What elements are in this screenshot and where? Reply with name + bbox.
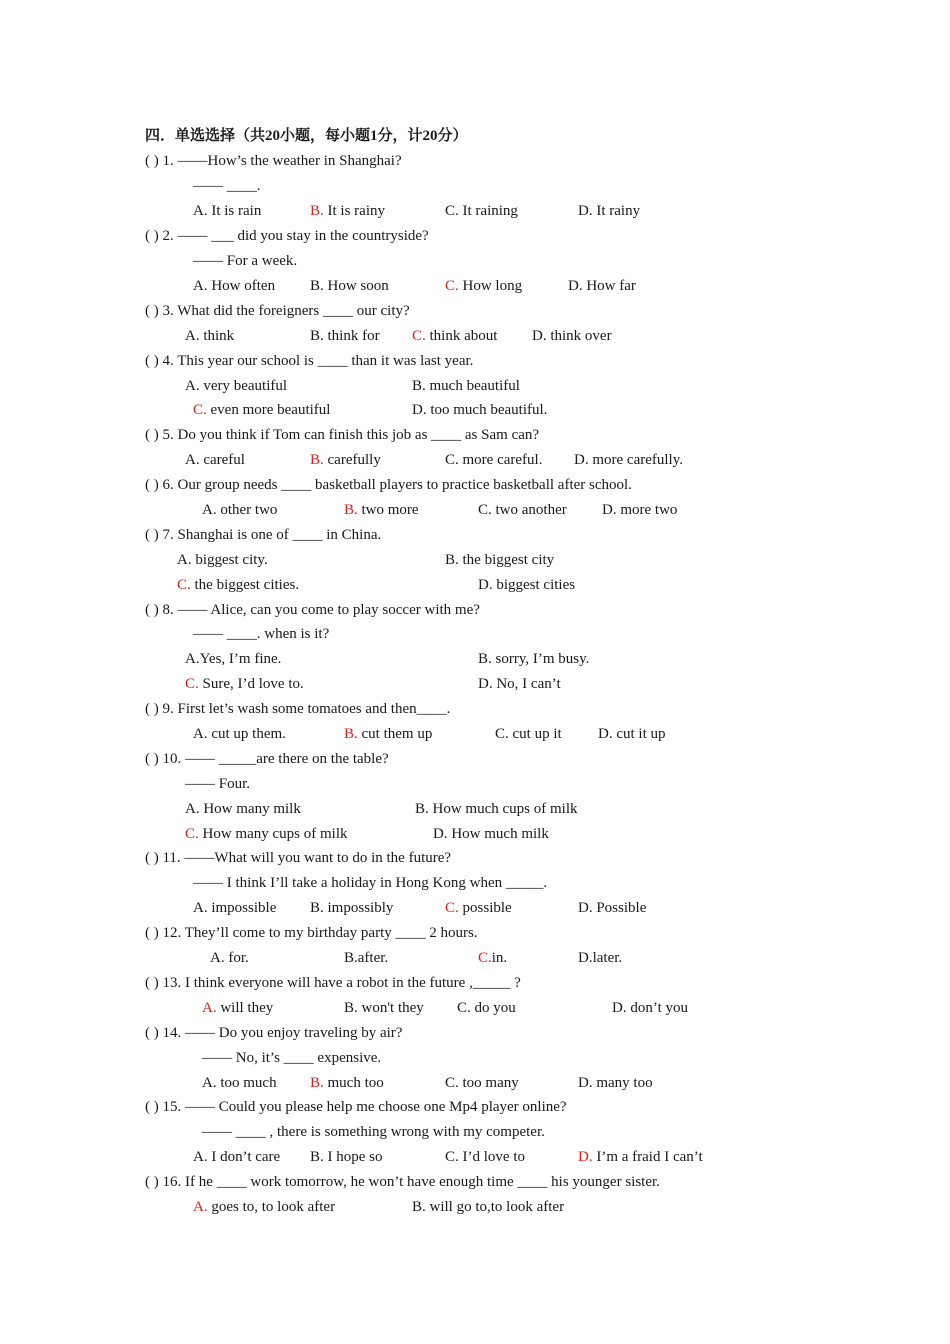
option-letter: A. xyxy=(185,452,200,468)
option-letter: C. xyxy=(495,726,509,742)
answer-option xyxy=(185,674,304,694)
question-stem: ( ) 13. I think everyone will have a robot in the future ,_____ ? xyxy=(145,975,521,991)
dialogue-line: —— ____. xyxy=(193,178,261,194)
option-text: cut up it xyxy=(508,726,562,742)
answer-option xyxy=(445,1147,525,1167)
option-text: much beautiful xyxy=(425,378,520,394)
option-letter: A. xyxy=(202,1000,217,1016)
question-stem: ( ) 10. —— _____are there on the table? xyxy=(145,751,389,767)
answer-option xyxy=(445,450,542,470)
option-text: sorry, I’m busy. xyxy=(491,651,590,667)
answer-option xyxy=(532,326,612,346)
dialogue-line: —— No, it’s ____ expensive. xyxy=(202,1050,382,1066)
answer-option xyxy=(445,550,554,570)
option-letter: C. xyxy=(177,577,191,593)
answer-option xyxy=(445,276,522,296)
answer-option xyxy=(310,450,381,470)
question-stem: ( ) 9. First let’s wash some tomatoes and then____. xyxy=(145,701,451,717)
option-text: more carefully. xyxy=(588,452,683,468)
option-text: think xyxy=(199,328,235,344)
question-stem: ( ) 3. What did the foreigners ____ our city? xyxy=(145,303,410,319)
option-text: Sure, I’d love to. xyxy=(198,676,304,692)
dialogue-line: —— Four. xyxy=(185,776,251,792)
option-letter: C. xyxy=(185,826,199,842)
option-letter: B. xyxy=(310,1149,324,1165)
option-text: the biggest city xyxy=(458,552,555,568)
dialogue-line: —— For a week. xyxy=(193,253,298,269)
question-stem: ( ) 14. —— Do you enjoy traveling by air? xyxy=(145,1025,403,1041)
option-text: biggest cities xyxy=(492,577,576,593)
option-text: think about xyxy=(425,328,498,344)
answer-option xyxy=(185,799,301,819)
option-letter: D. xyxy=(412,402,427,418)
option-letter: C. xyxy=(478,502,492,518)
option-text: How much cups of milk xyxy=(428,801,578,817)
option-letter: D. xyxy=(478,676,493,692)
answer-option xyxy=(344,948,388,968)
question-stem: ( ) 8. —— Alice, can you come to play soccer with me? xyxy=(145,602,480,618)
option-text: It is rain xyxy=(207,203,262,219)
option-letter: A. xyxy=(185,378,200,394)
option-letter: B. xyxy=(478,651,492,667)
option-letter: B. xyxy=(310,900,324,916)
option-letter: A. xyxy=(193,203,208,219)
option-text: I hope so xyxy=(323,1149,383,1165)
question-stem: ( ) 5. Do you think if Tom can finish this job as ____ as Sam can? xyxy=(145,427,540,443)
option-letter: C. xyxy=(412,328,426,344)
answer-option xyxy=(310,201,385,221)
question-stem: ( ) 16. If he ____ work tomorrow, he won’t have enough time ____ his younger sister. xyxy=(145,1174,660,1190)
answer-option xyxy=(578,948,622,968)
answer-option xyxy=(445,201,518,221)
answer-option xyxy=(578,1147,703,1167)
answer-option xyxy=(598,724,666,744)
option-text: How many milk xyxy=(199,801,301,817)
answer-option xyxy=(578,898,646,918)
option-text: How much milk xyxy=(447,826,549,842)
option-letter: A. xyxy=(177,552,192,568)
option-letter: B. xyxy=(445,552,459,568)
option-text: two another xyxy=(491,502,567,518)
option-letter: D. xyxy=(598,726,613,742)
answer-option xyxy=(445,1073,519,1093)
answer-option xyxy=(177,550,268,570)
option-letter: B. xyxy=(415,801,429,817)
option-text: possible xyxy=(458,900,512,916)
option-letter: D. xyxy=(574,452,589,468)
answer-option xyxy=(202,1073,277,1093)
answer-option xyxy=(602,500,677,520)
option-text: more two xyxy=(616,502,678,518)
answer-option xyxy=(568,276,636,296)
answer-option xyxy=(185,824,348,844)
option-letter: C. xyxy=(445,452,459,468)
answer-option xyxy=(193,201,261,221)
option-text: biggest city. xyxy=(191,552,268,568)
option-text: think for xyxy=(323,328,380,344)
option-letter: A. xyxy=(202,1075,217,1091)
dialogue-line: —— I think I’ll take a holiday in Hong Kong when _____. xyxy=(193,875,548,891)
option-letter: A. xyxy=(185,801,200,817)
option-text: too much xyxy=(216,1075,277,1091)
option-text: very beautiful xyxy=(199,378,288,394)
option-text: don’t you xyxy=(626,1000,688,1016)
option-text: It rainy xyxy=(592,203,641,219)
option-text: think over xyxy=(546,328,612,344)
option-letter: C. xyxy=(193,402,207,418)
answer-option xyxy=(202,998,273,1018)
option-text: I’d love to xyxy=(458,1149,525,1165)
answer-option xyxy=(210,948,249,968)
option-text: impossibly xyxy=(323,900,394,916)
question-stem: ( ) 11. ——What will you want to do in the future? xyxy=(145,850,452,866)
option-letter: B. xyxy=(310,452,324,468)
answer-option xyxy=(412,400,547,420)
answer-option xyxy=(412,326,497,346)
answer-option xyxy=(193,400,330,420)
answer-option xyxy=(344,998,424,1018)
option-letter: A. xyxy=(193,278,208,294)
question-stem: ( ) 1. ——How’s the weather in Shanghai? xyxy=(145,153,402,169)
option-text: goes to, to look after xyxy=(207,1199,336,1215)
answer-option xyxy=(478,948,507,968)
option-text: many too xyxy=(592,1075,653,1091)
option-letter: A. xyxy=(193,726,208,742)
option-text: Yes, I’m fine. xyxy=(199,651,282,667)
option-letter: D. xyxy=(568,278,583,294)
answer-option xyxy=(310,276,389,296)
option-text: do you xyxy=(470,1000,516,1016)
option-text: cut them up xyxy=(357,726,433,742)
answer-option xyxy=(412,376,520,396)
option-letter: C. xyxy=(478,950,492,966)
answer-option xyxy=(185,326,234,346)
answer-option xyxy=(344,500,419,520)
option-text: How far xyxy=(582,278,636,294)
option-letter: A. xyxy=(210,950,225,966)
option-letter: A. xyxy=(193,1199,208,1215)
answer-option xyxy=(310,898,393,918)
answer-option xyxy=(478,674,561,694)
option-letter: B. xyxy=(344,1000,358,1016)
answer-option xyxy=(495,724,562,744)
answer-option xyxy=(193,1197,335,1217)
question-stem: ( ) 15. —— Could you please help me choose one Mp4 player online? xyxy=(145,1099,567,1115)
answer-option xyxy=(478,500,567,520)
question-stem: ( ) 4. This year our school is ____ than it was last year. xyxy=(145,353,474,369)
option-text: for. xyxy=(224,950,249,966)
option-letter: D. xyxy=(578,900,593,916)
option-text: even more beautiful xyxy=(206,402,331,418)
option-letter: B. xyxy=(412,378,426,394)
answer-option xyxy=(310,326,380,346)
option-letter: A. xyxy=(202,502,217,518)
option-letter: D. xyxy=(532,328,547,344)
option-text: impossible xyxy=(207,900,277,916)
option-letter: D. xyxy=(612,1000,627,1016)
dialogue-line: —— ____ , there is something wrong with my competer. xyxy=(202,1124,545,1140)
option-letter: B. xyxy=(344,502,358,518)
option-letter: A. xyxy=(185,328,200,344)
answer-option xyxy=(415,799,578,819)
option-letter: D. xyxy=(578,203,593,219)
option-letter: A. xyxy=(193,1149,208,1165)
option-letter: D. xyxy=(578,1149,593,1165)
answer-option xyxy=(177,575,299,595)
option-text: carefully xyxy=(323,452,381,468)
option-letter: B. xyxy=(412,1199,426,1215)
option-letter: A. xyxy=(185,651,200,667)
dialogue-line: —— ____. when is it? xyxy=(193,626,330,642)
answer-option xyxy=(412,1197,564,1217)
question-stem: ( ) 6. Our group needs ____ basketball players to practice basketball after school. xyxy=(145,477,632,493)
option-letter: B. xyxy=(344,726,358,742)
option-text: How long xyxy=(458,278,523,294)
option-text: will go to,to look after xyxy=(425,1199,565,1215)
answer-option xyxy=(310,1147,383,1167)
answer-option xyxy=(578,201,640,221)
answer-option xyxy=(478,649,589,669)
answer-option xyxy=(578,1073,653,1093)
question-stem: ( ) 7. Shanghai is one of ____ in China. xyxy=(145,527,382,543)
option-text: later. xyxy=(592,950,623,966)
option-letter: C. xyxy=(185,676,199,692)
option-letter: D. xyxy=(433,826,448,842)
option-letter: C. xyxy=(445,1149,459,1165)
answer-option xyxy=(193,276,275,296)
option-text: won't they xyxy=(357,1000,424,1016)
option-text: I don’t care xyxy=(207,1149,281,1165)
option-text: cut up them. xyxy=(207,726,286,742)
option-letter: C. xyxy=(457,1000,471,1016)
option-letter: B. xyxy=(310,328,324,344)
option-text: after. xyxy=(357,950,389,966)
answer-option xyxy=(185,649,281,669)
answer-option xyxy=(193,724,286,744)
option-text: too many xyxy=(458,1075,519,1091)
answer-option xyxy=(478,575,575,595)
option-text: Possible xyxy=(592,900,647,916)
answer-option xyxy=(193,1147,280,1167)
option-letter: D. xyxy=(578,1075,593,1091)
option-text: How soon xyxy=(323,278,389,294)
option-text: cut it up xyxy=(612,726,666,742)
option-letter: A. xyxy=(193,900,208,916)
answer-option xyxy=(202,500,277,520)
answer-option xyxy=(445,898,512,918)
option-text: more careful. xyxy=(458,452,543,468)
option-text: No, I can’t xyxy=(492,676,561,692)
option-text: careful xyxy=(199,452,245,468)
option-letter: B. xyxy=(310,1075,324,1091)
option-text: It is rainy xyxy=(323,203,386,219)
option-letter: D. xyxy=(478,577,493,593)
answer-option xyxy=(310,1073,384,1093)
option-text: It raining xyxy=(458,203,518,219)
question-stem: ( ) 2. —— ___ did you stay in the countryside? xyxy=(145,228,429,244)
answer-option xyxy=(433,824,549,844)
section-title: 四．单选选择（共20小题，每小题1分，计20分） xyxy=(145,128,468,144)
option-text: the biggest cities. xyxy=(190,577,300,593)
option-letter: C. xyxy=(445,278,459,294)
answer-option xyxy=(574,450,683,470)
option-text: other two xyxy=(216,502,278,518)
answer-option xyxy=(457,998,516,1018)
option-text: How often xyxy=(207,278,276,294)
option-text: How many cups of milk xyxy=(198,826,348,842)
option-text: I’m a fraid I can’t xyxy=(592,1149,703,1165)
answer-option xyxy=(344,724,432,744)
option-letter: D. xyxy=(602,502,617,518)
option-letter: C. xyxy=(445,203,459,219)
answer-option xyxy=(193,898,276,918)
question-stem: ( ) 12. They’ll come to my birthday party ____ 2 hours. xyxy=(145,925,478,941)
answer-option xyxy=(185,376,287,396)
option-letter: B. xyxy=(310,203,324,219)
option-letter: D. xyxy=(578,950,593,966)
option-text: in. xyxy=(491,950,508,966)
option-text: too much beautiful. xyxy=(426,402,548,418)
option-letter: B. xyxy=(344,950,358,966)
option-letter: C. xyxy=(445,900,459,916)
answer-option xyxy=(185,450,245,470)
answer-option xyxy=(612,998,688,1018)
option-text: two more xyxy=(357,502,419,518)
option-text: will they xyxy=(216,1000,274,1016)
option-letter: C. xyxy=(445,1075,459,1091)
option-text: much too xyxy=(323,1075,384,1091)
option-letter: B. xyxy=(310,278,324,294)
